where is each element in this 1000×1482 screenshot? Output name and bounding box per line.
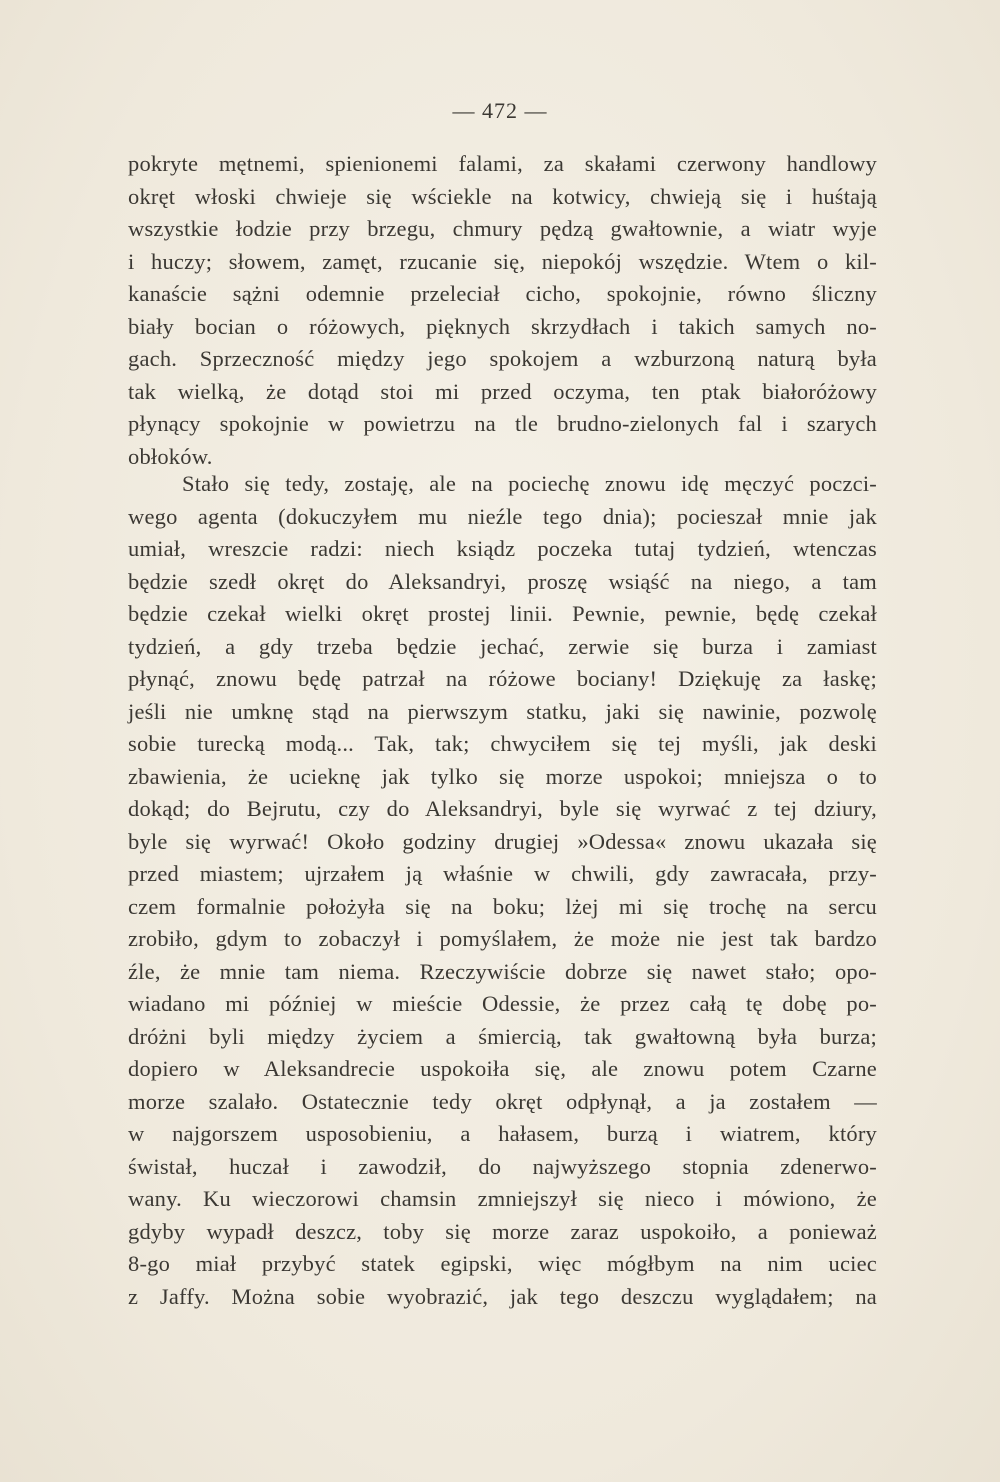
text-line: gach. Sprzeczność między jego spokojem a wzburzoną naturą była	[128, 346, 877, 371]
text-line: świstał, huczał i zawodził, do najwyższego stopnia zdenerwo-	[128, 1153, 877, 1179]
text-line: zbawienia, że ucieknę jak tylko się morze uspokoi; mniejsza o to	[128, 763, 877, 789]
text-line: umiał, wreszcie radzi: niech ksiądz poczeka tutaj tydzień, wtenczas	[128, 536, 877, 561]
text-line: dokąd; do Bejrutu, czy do Aleksandryi, byle się wyrwać z tej dziury,	[128, 796, 877, 821]
paragraph-2	[128, 468, 877, 1313]
text-line: morze szalało. Ostatecznie tedy okręt odpłynął, a ja zostałem —	[128, 1088, 877, 1114]
text-line: Stało się tedy, zostaję, ale na pociechę znowu idę męczyć poczci-	[182, 471, 877, 496]
text-line: tak wielką, że dotąd stoi mi przed oczyma, ten ptak białoróżowy	[128, 378, 877, 404]
text-line: byle się wyrwać! Około godziny drugiej »Odessa« znowu ukazała się	[128, 828, 877, 854]
text-line: z Jaffy. Można sobie wyobrazić, jak tego deszczu wyglądałem; na	[128, 1283, 877, 1309]
text-line: tydzień, a gdy trzeba będzie jechać, zerwie się burza i zamiast	[128, 633, 877, 659]
text-line: wany. Ku wieczorowi chamsin zmniejszył się nieco i mówiono, że	[128, 1186, 877, 1211]
text-line: i huczy; słowem, zamęt, rzucanie się, niepokój wszędzie. Wtem o kil-	[128, 248, 877, 274]
text-line: będzie szedł okręt do Aleksandryi, proszę wsiąść na niego, a tam	[128, 568, 877, 594]
text-line: będzie czekał wielki okręt prostej linii. Pewnie, pewnie, będę czekał	[128, 601, 877, 626]
text-line: w najgorszem usposobieniu, a hałasem, burzą i wiatrem, który	[128, 1121, 877, 1146]
text-line: okręt włoski chwieje się wściekle na kotwicy, chwieją się i huśtają	[128, 183, 877, 209]
text-line: sobie turecką modą... Tak, tak; chwyciłem się tej myśli, jak deski	[128, 731, 877, 756]
text-line: przed miastem; ujrzałem ją właśnie w chwili, gdy zawracała, przy-	[128, 861, 877, 886]
text-line: dopiero w Aleksandrecie uspokoiła się, ale znowu potem Czarne	[128, 1056, 877, 1081]
text-line: zrobiło, gdym to zobaczył i pomyślałem, że może nie jest tak bardzo	[128, 926, 877, 951]
text-line: pokryte mętnemi, spienionemi falami, za skałami czerwony handlowy	[128, 151, 877, 176]
text-line: jeśli nie umknę stąd na pierwszym statku, jaki się nawinie, pozwolę	[128, 698, 877, 724]
text-line: wego agenta (dokuczyłem mu nieźle tego dnia); pocieszał mnie jak	[128, 503, 877, 529]
text-line: wiadano mi później w mieście Odessie, że przez całą tę dobę po-	[128, 991, 877, 1016]
text-line: obłoków.	[128, 443, 213, 469]
text-line: kanaście sążni odemnie przeleciał cicho, spokojnie, równo śliczny	[128, 281, 877, 306]
text-line: biały bocian o różowych, pięknych skrzydłach i takich samych no-	[128, 313, 877, 339]
page-number: — 472 —	[452, 98, 548, 123]
text-line: wszystkie łodzie przy brzegu, chmury pędzą gwałtownie, a wiatr wyje	[128, 216, 877, 241]
paragraph-1	[128, 148, 877, 473]
text-line: płynący spokojnie w powietrzu na tle brudno-zielonych fal i szarych	[128, 411, 877, 436]
text-line: czem formalnie położyła się na boku; lżej mi się trochę na sercu	[128, 893, 877, 919]
text-line: gdyby wypadł deszcz, toby się morze zaraz uspokoiło, a ponieważ	[128, 1218, 877, 1244]
text-line: źle, że mnie tam niema. Rzeczywiście dobrze się nawet stało; opo-	[128, 958, 877, 984]
text-line: 8-go miał przybyć statek egipski, więc mógłbym na nim uciec	[128, 1251, 877, 1276]
text-line: dróżni byli między życiem a śmiercią, tak gwałtowną była burza;	[128, 1023, 877, 1049]
text-line: płynąć, znowu będę patrzał na różowe bociany! Dziękuję za łaskę;	[128, 666, 877, 691]
